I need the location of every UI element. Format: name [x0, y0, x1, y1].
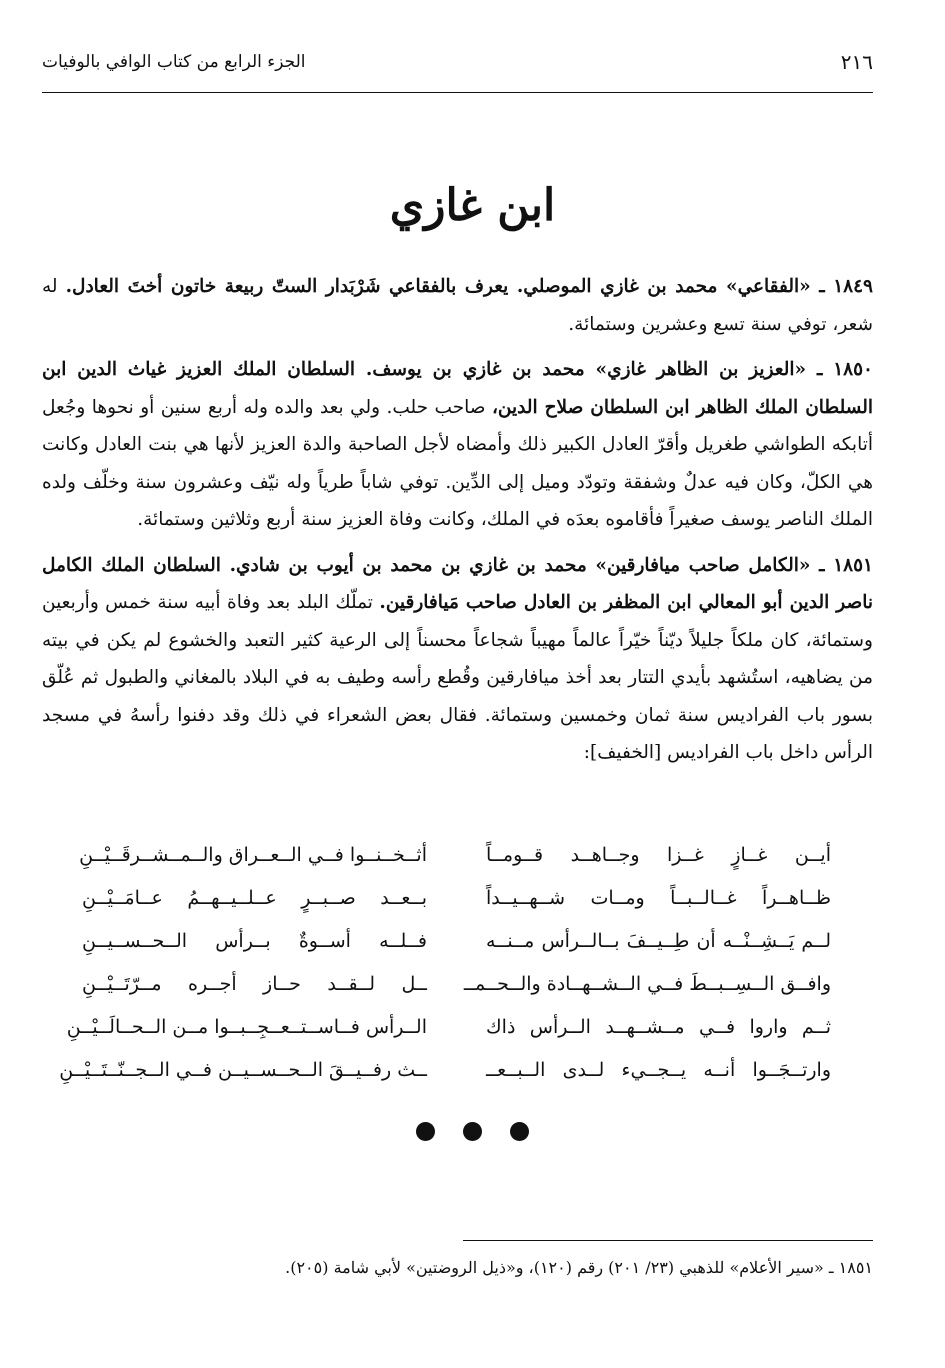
ornament-dot [510, 1122, 529, 1141]
entry-text: له شعر، توفي سنة تسع وعشرين وستمائة. [42, 276, 873, 335]
running-title: الجزء الرابع من كتاب الوافي بالوفيات [42, 52, 306, 72]
poem-second-hemistich: فــلــه أســوةٌ بــرأس الــحــســيــنِ [82, 930, 427, 952]
footnote-rule [463, 1240, 873, 1241]
entry-heading: «الكامل صاحب ميافارقين» محمد بن غازي بن محمد بن أيوب بن شادي. السلطان الملك الكامل ناصر الدين أبو المعالي ابن المظفر بن العادل صاحب مَيافارقين. [42, 554, 873, 613]
poem-first-hemistich: وارتــجَــوا أنــه يــجــيء لــدى الــبــعــ [486, 1059, 831, 1081]
chapter-title: ابن غازي [389, 180, 556, 231]
poem-first-hemistich: وافــق الــسِــبــطَ فــي الــشــهــادة والــحــمــ [463, 973, 831, 995]
entry-text: صاحب حلب. ولي بعد والده وله أربع سنين أو نحوها وجُعل أتابكه الطواشي طغريل وأقرّ العادل الكبير ذلك وأمضاه لأجل الصاحبة والدة العزيز لأنها هي بنت العادل وكانت هي الكلّ، وكان فيه عدلٌ وشفقة وتودّد وميل إلى الدِّين. توفي شاباً طرياً وله نيّف وعشرون سنة وخلّف ولده الملك الناصر يوسف صغيراً فأقاموه بعدَه في الملك، وكانت وفاة العزيز سنة أربع وثلاثين وستمائة. [42, 396, 873, 530]
poem-first-hemistich: لــم يَــشِــنْــه أن طِــيــفَ بــالــرأس مــنــه [486, 930, 831, 952]
poem-second-hemistich: الــرأس فــاســتــعــجِــبــوا مــن الــحــالَــيْــنِ [66, 1016, 427, 1038]
page-number: ٢١٦ [840, 50, 873, 74]
entry-1851: ١٨٥١ ـ «الكامل صاحب ميافارقين» محمد بن غازي بن محمد بن أيوب بن شادي. السلطان الملك الكامل ناصر الدين أبو المعالي ابن المظفر بن العادل صاحب مَيافارقين. تملّك البلد بعد وفاة أبيه سنة خمس وأربعين وستمائة، كان ملكاً جليلاً ديّناً خيّراً عالماً مهيباً شجاعاً محسناً إلى الرعية كثير التعبد والخشوع لم يكن في بيته من يضاهيه، استُشهد بأيدي التتار بعد أخذ ميافارقين وقُطع رأسه وطيف به في البلاد بالمغاني والطبول ثم عُلّق بسور باب الفراديس سنة ثمان وخمسين وستمائة. فقال بعض الشعراء في ذلك وقد دفنوا رأسهُ في مسجد الرأس داخل باب الفراديس [الخفيف]: [42, 554, 873, 763]
entry-text: تملّك البلد بعد وفاة أبيه سنة خمس وأربعين وستمائة، كان ملكاً جليلاً ديّناً خيّراً عالماً مهيباً شجاعاً محسناً إلى الرعية كثير التعبد والخشوع لم يكن في بيته من يضاهيه، استُشهد بأيدي التتار بعد أخذ ميافارقين وقُطع رأسه وطيف به في البلاد بالمغاني والطبول ثم عُلّق بسور باب الفراديس سنة ثمان وخمسين وستمائة. فقال بعض الشعراء في ذلك وقد دفنوا رأسهُ في مسجد الرأس داخل باب الفراديس [الخفيف]: [42, 592, 873, 763]
entry-number: ١٨٥١ [833, 554, 873, 576]
poem-second-hemistich: ــث رفــيــقَ الــحــســيــن فــي الــجــنّــتَــيْــنِ [59, 1059, 427, 1081]
running-header [42, 50, 873, 84]
entry-number: ١٨٥٠ [833, 359, 873, 380]
ornament-dot [416, 1122, 435, 1141]
poem-second-hemistich: أثــخــنــوا فــي الــعــراق والــمــشــرقَــيْــنِ [79, 844, 427, 866]
entry-heading: «الفقاعي» محمد بن غازي الموصلي. يعرف بالفقاعي شَرْبَدار الستّ ربيعة خاتون أختَ العادل. [65, 276, 811, 297]
poem-first-hemistich: ثــم واروا فــي مــشــهــد الــرأس ذاك [486, 1016, 831, 1038]
poem-line [42, 963, 873, 1006]
body-text [42, 268, 873, 780]
poem-line [42, 1006, 873, 1049]
entry-1850: ١٨٥٠ ـ «العزيز بن الظاهر غازي» محمد بن غازي بن يوسف. السلطان الملك العزيز غياث الدين ابن السلطان الملك الظاهر ابن السلطان صلاح الدين، صاحب حلب. ولي بعد والده وله أربع سنين أو نحوها وجُعل أتابكه الطواشي طغريل وأقرّ العادل الكبير ذلك وأمضاه لأجل الصاحبة والدة العزيز لأنها هي بنت العادل وكانت هي الكلّ، وكان فيه عدلٌ وشفقة وتودّد وميل إلى الدِّين. توفي شاباً طرياً وله نيّف وعشرون سنة وخلّف ولده الملك الناصر يوسف صغيراً فأقاموه بعدَه في الملك، وكانت وفاة العزيز سنة أربع وثلاثين وستمائة. [42, 359, 873, 530]
header-rule [42, 92, 873, 93]
poem-line [42, 1049, 873, 1092]
poem-first-hemistich: ظــاهــراً غــالــبــاً ومــات شــهــيــداً [486, 887, 831, 909]
entry-heading: «العزيز بن الظاهر غازي» محمد بن غازي بن يوسف. السلطان الملك العزيز غياث الدين ابن السلطان الملك الظاهر ابن السلطان صلاح الدين، [42, 359, 873, 418]
poem-second-hemistich: ــل لــقــد حــاز أجــره مــرّتَــيْــنِ [82, 973, 427, 995]
ornament-dot [463, 1122, 482, 1141]
poem [42, 834, 873, 1092]
entry-1849: ١٨٤٩ ـ «الفقاعي» محمد بن غازي الموصلي. يعرف بالفقاعي شَرْبَدار الستّ ربيعة خاتون أختَ العادل. له شعر، توفي سنة تسع وعشرين وستمائة. [42, 276, 873, 335]
poem-line [42, 877, 873, 920]
poem-first-hemistich: أيــن غــازٍ غــزا وجــاهــد قــومــاً [486, 844, 831, 866]
poem-line [42, 834, 873, 877]
footnote: ١٨٥١ ـ «سير الأعلام» للذهبي (٢٣/ ٢٠١) رقم (١٢٠)، و«ذيل الروضتين» لأبي شامة (٢٠٥). [285, 1258, 873, 1277]
poem-line [42, 920, 873, 963]
poem-second-hemistich: بــعــد صــبــرٍ عــلــيــهــمُ عــامَــيْــنِ [82, 887, 427, 909]
section-end-ornament [0, 1122, 945, 1145]
entry-number: ١٨٤٩ [833, 276, 873, 297]
